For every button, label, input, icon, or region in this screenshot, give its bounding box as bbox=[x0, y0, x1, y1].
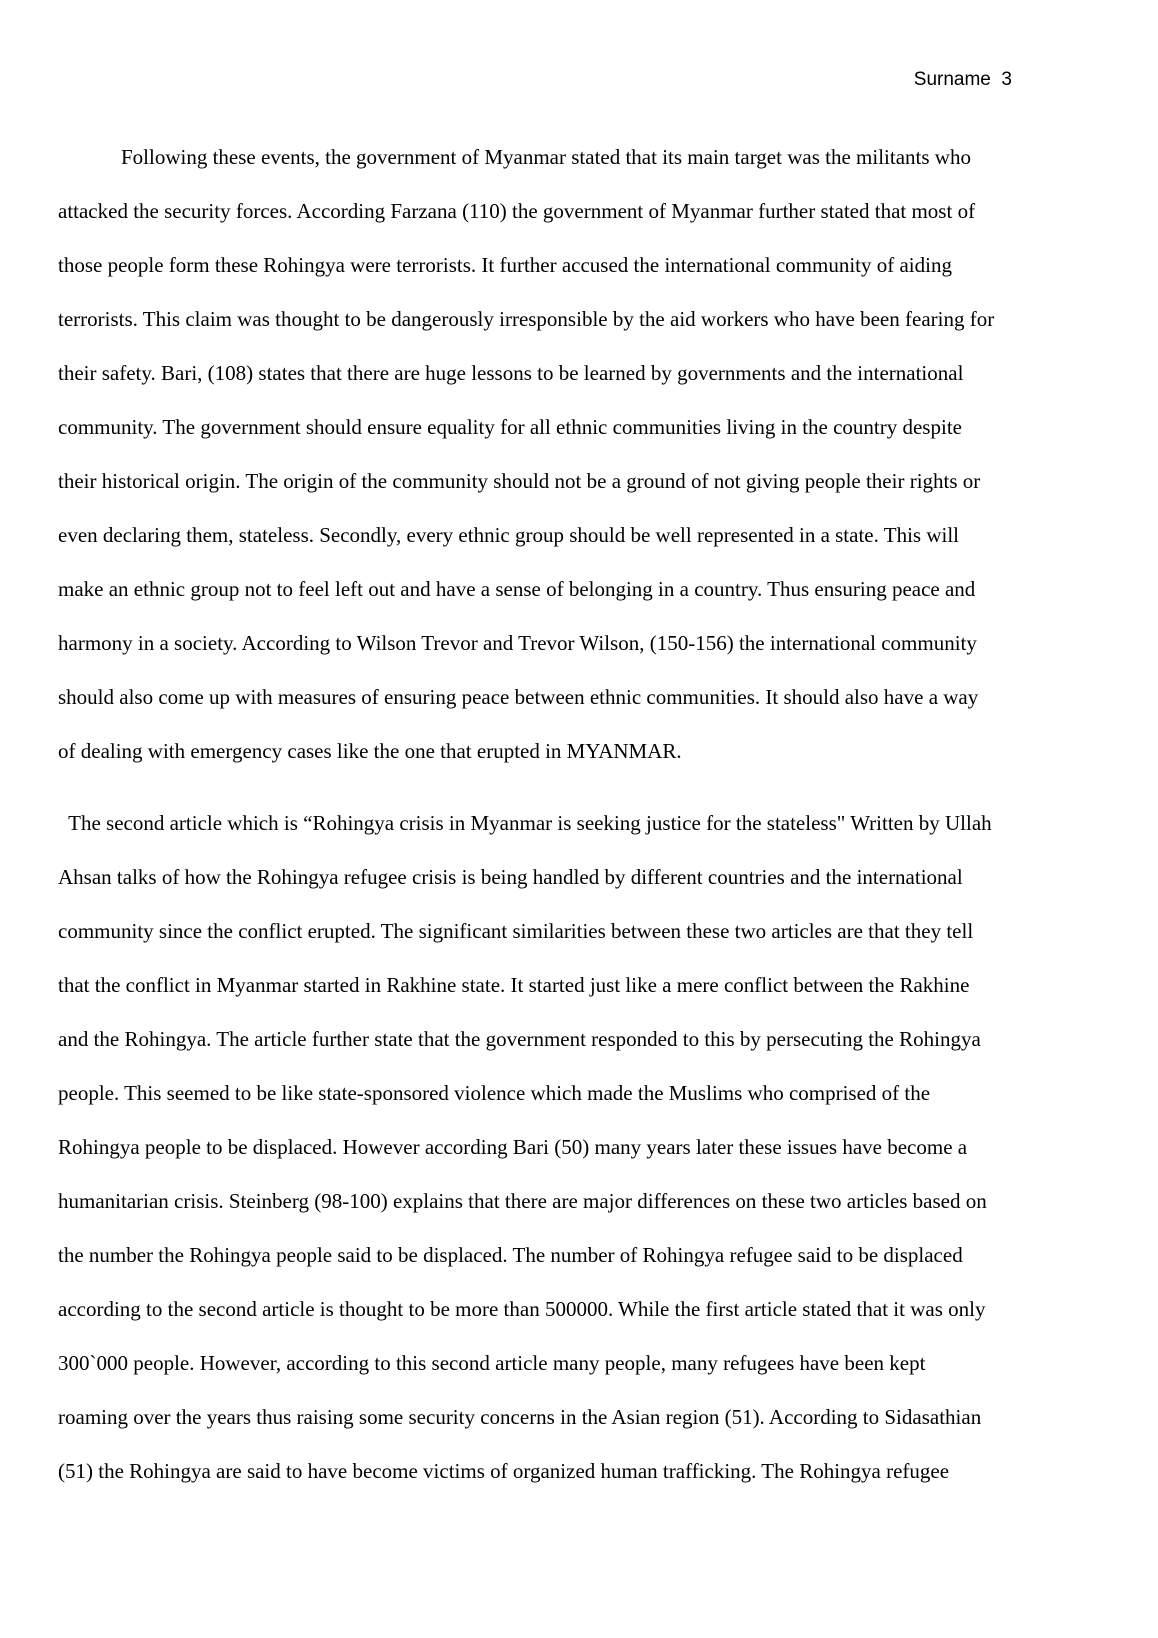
text-line: Rohingya people to be displaced. However according Bari (50) many years later these issues have become a bbox=[58, 1135, 968, 1159]
text-line: roaming over the years thus raising some security concerns in the Asian region (51). According to Sidasathian bbox=[58, 1405, 982, 1429]
text-line: make an ethnic group not to feel left out and have a sense of belonging in a country. Thus ensuring peace and bbox=[58, 577, 976, 601]
text-line: 300`000 people. However, according to this second article many people, many refugees have been kept bbox=[58, 1351, 926, 1375]
text-line: terrorists. This claim was thought to be dangerously irresponsible by the aid workers who have been fearing for bbox=[58, 307, 995, 331]
text-line: and the Rohingya. The article further state that the government responded to this by persecuting the Rohingya bbox=[58, 1027, 981, 1051]
text-line: those people form these Rohingya were terrorists. It further accused the international community of aiding bbox=[58, 253, 952, 277]
paragraph-1 bbox=[58, 130, 1104, 778]
text-line: community since the conflict erupted. The significant similarities between these two articles are that they tell bbox=[58, 919, 974, 943]
text-line: their safety. Bari, (108) states that there are huge lessons to be learned by governments and the international bbox=[58, 361, 964, 385]
text-line: should also come up with measures of ensuring peace between ethnic communities. It should also have a way bbox=[58, 685, 979, 709]
text-line: community. The government should ensure equality for all ethnic communities living in the country despite bbox=[58, 415, 962, 439]
text-line: the number the Rohingya people said to be displaced. The number of Rohingya refugee said to be displaced bbox=[58, 1243, 963, 1267]
text-line: Following these events, the government of Myanmar stated that its main target was the militants who bbox=[58, 145, 971, 169]
text-line: people. This seemed to be like state-sponsored violence which made the Muslims who comprised of the bbox=[58, 1081, 931, 1105]
text-line: even declaring them, stateless. Secondly, every ethnic group should be well represented in a state. This will bbox=[58, 523, 959, 547]
body-text bbox=[58, 130, 1104, 1498]
text-line: The second article which is “Rohingya crisis in Myanmar is seeking justice for the stateless" Written by Ullah bbox=[58, 811, 992, 835]
running-head: Surname 3 bbox=[913, 69, 1012, 90]
paragraph-spacer bbox=[58, 778, 1104, 796]
paragraph-2 bbox=[58, 796, 1104, 1498]
text-line: according to the second article is thought to be more than 500000. While the first article stated that it was only bbox=[58, 1297, 986, 1321]
text-line: Ahsan talks of how the Rohingya refugee crisis is being handled by different countries and the international bbox=[58, 865, 963, 889]
text-line: their historical origin. The origin of the community should not be a ground of not giving people their rights or bbox=[58, 469, 981, 493]
text-line: attacked the security forces. According Farzana (110) the government of Myanmar further stated that most of bbox=[58, 199, 976, 223]
text-line: of dealing with emergency cases like the one that erupted in MYANMAR. bbox=[58, 739, 682, 763]
text-line: that the conflict in Myanmar started in Rakhine state. It started just like a mere conflict between the Rakhine bbox=[58, 973, 970, 997]
text-line: humanitarian crisis. Steinberg (98-100) explains that there are major differences on these two articles based on bbox=[58, 1189, 987, 1213]
text-line: (51) the Rohingya are said to have become victims of organized human trafficking. The Rohingya refugee bbox=[58, 1459, 950, 1483]
text-line: harmony in a society. According to Wilson Trevor and Trevor Wilson, (150-156) the international community bbox=[58, 631, 977, 655]
